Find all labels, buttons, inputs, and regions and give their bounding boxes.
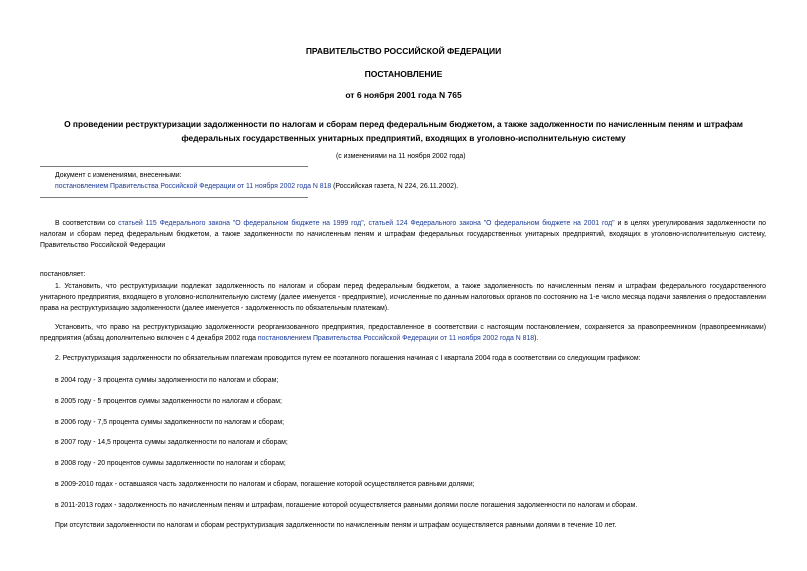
amendments-label: Документ с изменениями, внесенными: xyxy=(55,172,182,179)
item-1-paragraph: 1. Установить, что реструктуризации подлежат задолженность по налогам и сборам перед федеральным бюджетом, а также задолженность по начисленным пеням и штрафам федерального государственного унитарного предприятия, входящего в уголовно-исполнительную систему (далее именуется - предприятие), исчисленные по данным налоговых органов по состоянию на 1-е число месяца подачи заявления о предоставлении права на реструктуризацию задолженности (далее именуется - задолженность по обязательным платежам). xyxy=(40,283,766,312)
schedule-item: в 2011-2013 годах - задолженность по начисленным пеням и штрафам, погашение которой осуществляется равными долями после погашения задолженности по налогам и сборам. xyxy=(55,502,638,509)
document-title xyxy=(30,117,777,145)
divider-top xyxy=(40,166,308,167)
intro-paragraph xyxy=(40,218,766,251)
schedule-item: в 2005 году - 5 процентов суммы задолженности по налогам и сборам; xyxy=(55,398,282,405)
amendment-decree-link[interactable]: постановлением Правительства Российской Федерации от 11 ноября 2002 года N 818 xyxy=(55,183,332,190)
intro-text-3: и в целях урегулирования задолженности по налогам и сборам перед федеральным бюджетом, а также задолженности по начисленным пеням и штрафам федеральных государственных унитарных предприятий, входящих в уголовно-исполнительную систему, Правительство Российской Федерации xyxy=(40,220,766,249)
successor-decree-link[interactable]: постановлением Правительства Российской Федерации от 11 ноября 2002 года N 818 xyxy=(257,335,535,342)
intro-text-2: , xyxy=(363,220,369,227)
law-1999-link[interactable]: статьей 115 Федерального закона "О федеральном бюджете на 1999 год" xyxy=(118,220,364,227)
document-type-heading: ПОСТАНОВЛЕНИЕ xyxy=(364,69,443,79)
schedule-item: в 2004 году - 3 процента суммы задолженности по налогам и сборам; xyxy=(55,377,279,384)
schedule-item: в 2009-2010 годах - оставшаяся часть задолженности по налогам и сборам, погашение которой осуществляется равными долями; xyxy=(55,481,475,488)
closing-paragraph: При отсутствии задолженности по налогам и сборам реструктуризация задолженности по начисленным пеням и штрафам осуществляется равными долями в течение 10 лет. xyxy=(55,522,617,529)
amendments-line xyxy=(55,181,458,192)
successor-text-1: Установить, что право на реструктуризацию задолженности реорганизованного предприятия, предоставленное в соответствии с настоящим постановлением, сохраняется за правопреемником (правопреемниками) предприятия (абзац дополнительно включен с 4 декабря 2002 года xyxy=(40,324,766,342)
schedule-item: в 2007 году - 14,5 процента суммы задолженности по налогам и сборам; xyxy=(55,439,288,446)
schedule-item: в 2008 году - 20 процентов суммы задолженности по налогам и сборам; xyxy=(55,460,286,467)
law-2001-link[interactable]: статьей 124 Федерального закона "О федеральном бюджете на 2001 год" xyxy=(368,220,615,227)
divider-bottom xyxy=(40,197,308,198)
date-number-heading: от 6 ноября 2001 года N 765 xyxy=(345,90,462,100)
successor-paragraph xyxy=(40,322,766,344)
amendment-source: (Российская газета, N 224, 26.11.2002). xyxy=(331,183,459,190)
title-line-2: федеральных государственных унитарных предприятий, входящих в уголовно-исполнительную систему xyxy=(181,133,626,143)
successor-text-2: ). xyxy=(534,335,539,342)
decrees-word: постановляет: xyxy=(40,271,86,278)
title-line-1: О проведении реструктуризации задолженности по налогам и сборам перед федеральным бюджетом, а также задолженности по начисленным пеням и штрафам xyxy=(64,119,743,129)
government-heading: ПРАВИТЕЛЬСТВО РОССИЙСКОЙ ФЕДЕРАЦИИ xyxy=(305,46,502,56)
intro-text-1: В соответствии со xyxy=(55,220,119,227)
amended-note: (с изменениями на 11 ноября 2002 года) xyxy=(336,153,466,160)
item-2-paragraph: 2. Реструктуризация задолженности по обязательным платежам проводится путем ее поэтапного погашения начиная с I квартала 2004 года в соответствии со следующим графиком: xyxy=(55,355,641,362)
schedule-item: в 2006 году - 7,5 процента суммы задолженности по налогам и сборам; xyxy=(55,419,284,426)
